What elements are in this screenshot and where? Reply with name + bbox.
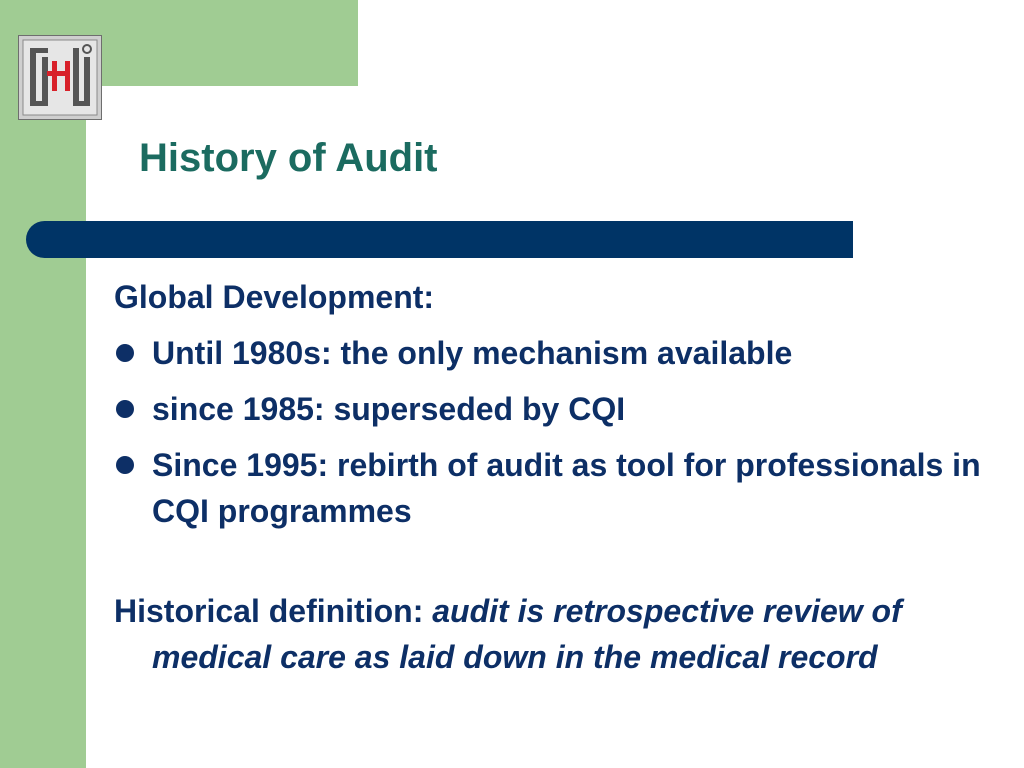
slide-body xyxy=(114,274,994,680)
list-item xyxy=(114,386,994,432)
definition-label: Historical definition: xyxy=(114,593,424,629)
bullet-list xyxy=(114,330,994,534)
bullet-text: Until 1980s: the only mechanism available xyxy=(152,335,793,371)
definition-paragraph xyxy=(114,588,994,680)
bullet-dot-icon xyxy=(116,456,134,474)
bullet-dot-icon xyxy=(116,400,134,418)
section-heading: Global Development: xyxy=(114,279,435,315)
slide-title: History of Audit xyxy=(139,136,438,180)
bullet-text: Since 1995: rebirth of audit as tool for professionals in CQI programmes xyxy=(152,447,981,529)
bullet-text: since 1985: superseded by CQI xyxy=(152,391,626,427)
list-item xyxy=(114,330,994,376)
bullet-dot-icon xyxy=(116,344,134,362)
list-item xyxy=(114,442,994,534)
definition-text: audit is retrospective review of medical care as laid down in the medical record xyxy=(152,593,902,675)
title-rule xyxy=(26,221,853,258)
institution-logo xyxy=(18,35,102,120)
